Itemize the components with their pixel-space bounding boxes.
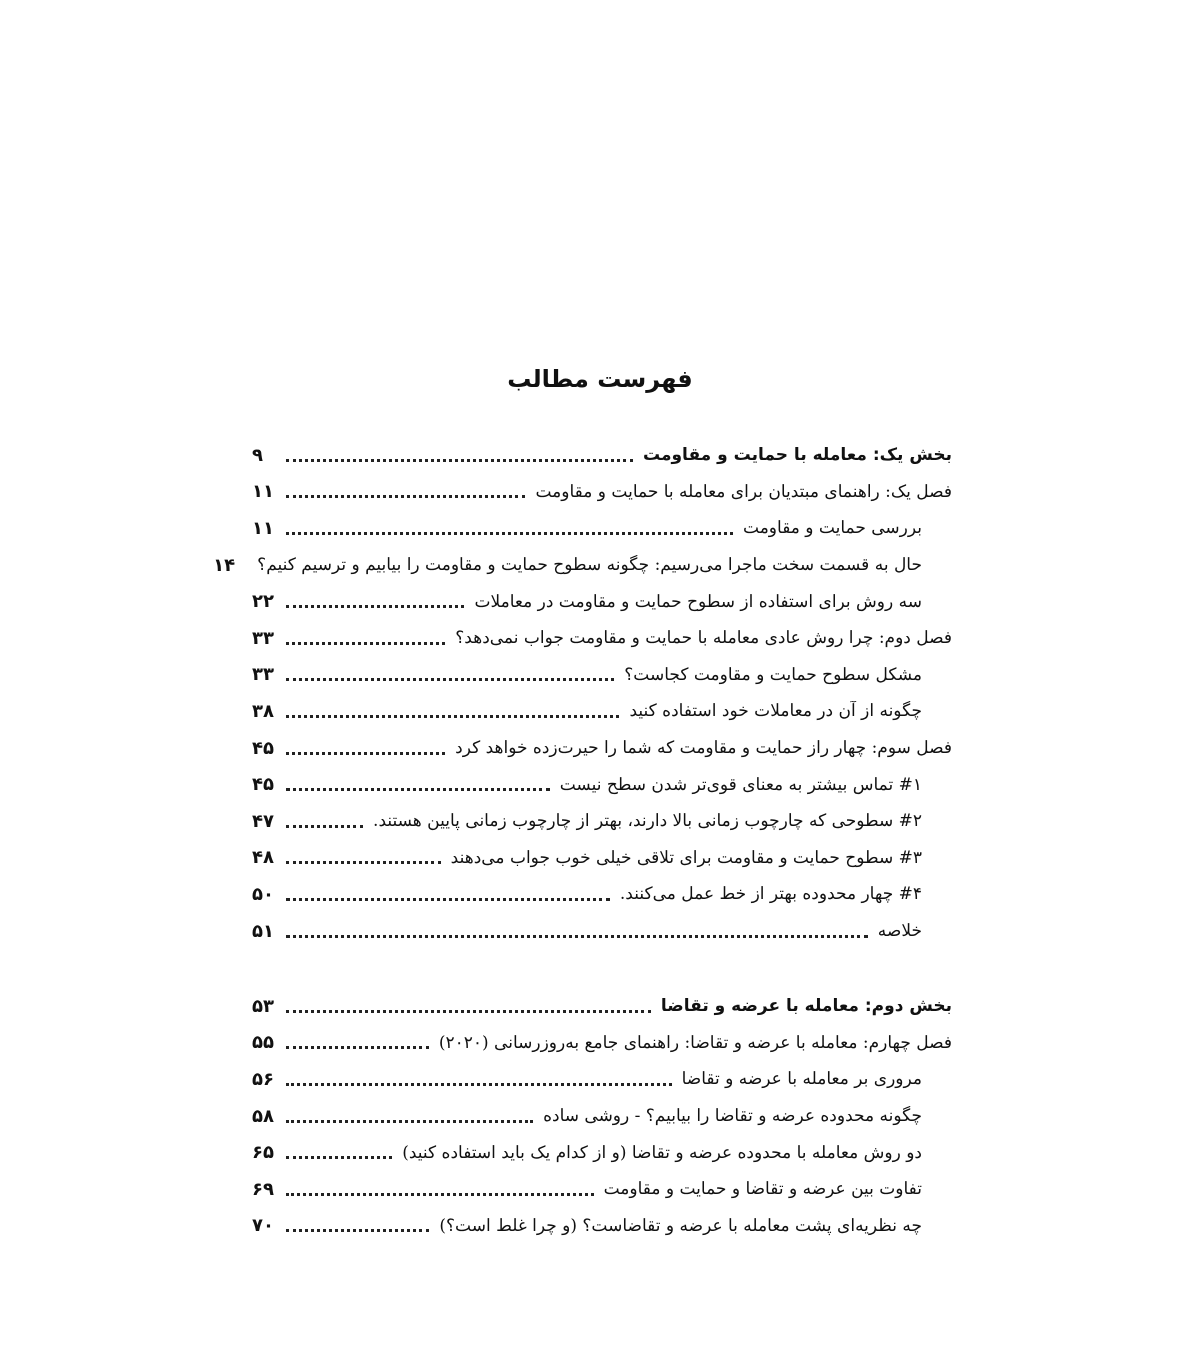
toc-entry-title: #۳ سطوح حمایت و مقاومت برای تلاقی خیلی خوب جواب می‌دهند: [450, 847, 922, 868]
toc-page-number: ۴۸: [252, 847, 274, 869]
dot-leader: [286, 715, 619, 718]
dot-leader: [286, 459, 633, 462]
toc-page-number: ۹: [252, 444, 263, 466]
toc-page-number: ۴۷: [252, 810, 274, 832]
toc-entry-title: تفاوت بین عرضه و تقاضا و حمایت و مقاومت: [603, 1179, 922, 1200]
toc-page-number: ۷۰: [252, 1215, 274, 1237]
toc-entry-title: دو روش معامله با محدوده عرضه و تقاضا (و از کدام یک باید استفاده کنید): [402, 1142, 922, 1163]
toc-page-number: ۴۵: [252, 774, 274, 796]
toc-page-number: ۵۸: [252, 1105, 274, 1127]
dot-leader: [286, 1229, 429, 1232]
dot-leader: [286, 788, 550, 791]
toc-entry-title: مروری بر معامله با عرضه و تقاضا: [681, 1069, 922, 1090]
toc-page-number: ۱۴: [213, 554, 236, 576]
toc-entry-title: سه روش برای استفاده از سطوح حمایت و مقاومت در معاملات: [474, 591, 922, 612]
dot-leader: [286, 1156, 392, 1159]
dot-leader: [286, 1010, 651, 1013]
dot-leader: [286, 605, 464, 608]
toc-page-number: ۱۱: [252, 481, 274, 503]
toc-page-number: ۶۵: [252, 1142, 274, 1164]
toc-chapter-entry: [252, 620, 952, 657]
toc-entry-title: چگونه محدوده عرضه و تقاضا را بیابیم؟ - روشی ساده: [543, 1106, 922, 1127]
page-title: فهرست مطالب: [507, 365, 693, 393]
toc-entry-title: فصل سوم: چهار راز حمایت و مقاومت که شما را حیرت‌زده خواهد کرد: [455, 738, 952, 759]
toc-section-entry: [252, 876, 952, 913]
toc-page-number: ۵۵: [252, 1032, 274, 1054]
toc-entry-title: حال به قسمت سخت ماجرا می‌رسیم: چگونه سطوح حمایت و مقاومت را بیابیم و ترسیم کنیم؟: [257, 555, 922, 576]
dot-leader: [286, 825, 363, 828]
dot-leader: [286, 898, 610, 901]
toc-entry-title: چه نظریه‌ای پشت معامله با عرضه و تقاضاست؟ (و چرا غلط است؟): [439, 1215, 922, 1236]
toc-entry-title: خلاصه: [877, 921, 922, 942]
toc-section-entry: [213, 547, 952, 584]
toc-section-entry: [252, 766, 952, 803]
toc-entry-title: #۲ سطوحی که چارچوب زمانی بالا دارند، بهتر از چارچوب زمانی پایین هستند.: [373, 811, 922, 832]
toc-entry-title: چگونه از آن در معاملات خود استفاده کنید: [629, 701, 922, 722]
dot-leader: [286, 678, 614, 681]
toc-entry-title: فصل دوم: چرا روش عادی معامله با حمایت و مقاومت جواب نمی‌دهد؟: [455, 628, 952, 649]
toc-entry-title: فصل یک: راهنمای مبتدیان برای معامله با حمایت و مقاومت: [535, 481, 952, 502]
toc-part-two: [252, 988, 952, 1244]
dot-leader: [286, 1193, 594, 1196]
toc-page-number: ۵۱: [252, 920, 274, 942]
toc-section-entry: [252, 840, 952, 877]
toc-entry-title: فصل چهارم: معامله با عرضه و تقاضا: راهنمای جامع به‌روزرسانی (۲۰۲۰): [438, 1032, 952, 1053]
toc-entry-title: بخش دوم: معامله با عرضه و تقاضا: [660, 996, 952, 1017]
toc-page-number: ۴۵: [252, 737, 274, 759]
dot-leader: [286, 642, 445, 645]
toc-page-number: ۵۶: [252, 1068, 274, 1090]
toc-chapter-entry: [252, 474, 952, 511]
toc-section-entry: [252, 1134, 952, 1171]
toc-section-entry: [252, 510, 952, 547]
toc-page-number: ۱۱: [252, 517, 274, 539]
toc-section-entry: [252, 1061, 952, 1098]
toc-chapter-entry: [252, 1025, 952, 1062]
toc-entry-title: بررسی حمایت و مقاومت: [743, 518, 922, 539]
toc-page-number: ۳۳: [252, 627, 274, 649]
toc-section-entry: [252, 1208, 952, 1245]
toc-page-number: ۶۹: [252, 1178, 274, 1200]
toc-entry-title: #۱ تماس بیشتر به معنای قوی‌تر شدن سطح نیست: [559, 774, 922, 795]
toc-section-entry: [252, 1171, 952, 1208]
dot-leader: [286, 1046, 429, 1049]
toc-section-entry: [252, 657, 952, 694]
toc-part-one: [213, 437, 952, 949]
toc-page-number: ۳۸: [252, 700, 274, 722]
dot-leader: [286, 532, 733, 535]
toc-section-entry: [252, 803, 952, 840]
dot-leader: [286, 861, 441, 864]
toc-chapter-entry: [252, 730, 952, 767]
dot-leader: [286, 1120, 533, 1123]
toc-page-number: ۳۳: [252, 664, 274, 686]
dot-leader: [286, 1083, 672, 1086]
toc-entry-title: مشکل سطوح حمایت و مقاومت کجاست؟: [624, 664, 922, 685]
dot-leader: [286, 495, 525, 498]
toc-page-number: ۵۰: [252, 883, 274, 905]
toc-page-number: ۲۲: [252, 591, 274, 613]
toc-entry-title: #۴ چهار محدوده بهتر از خط عمل می‌کنند.: [619, 884, 922, 905]
toc-page-number: ۵۳: [252, 995, 274, 1017]
toc-section-entry: [252, 583, 952, 620]
dot-leader: [286, 752, 445, 755]
toc-entry-title: بخش یک: معامله با حمایت و مقاومت: [642, 445, 952, 466]
toc-section-entry: [252, 693, 952, 730]
toc-part-heading: [252, 437, 952, 474]
toc-section-entry: [252, 1098, 952, 1135]
toc-section-entry: [252, 913, 952, 950]
dot-leader: [286, 935, 868, 938]
toc-part-heading: [252, 988, 952, 1025]
